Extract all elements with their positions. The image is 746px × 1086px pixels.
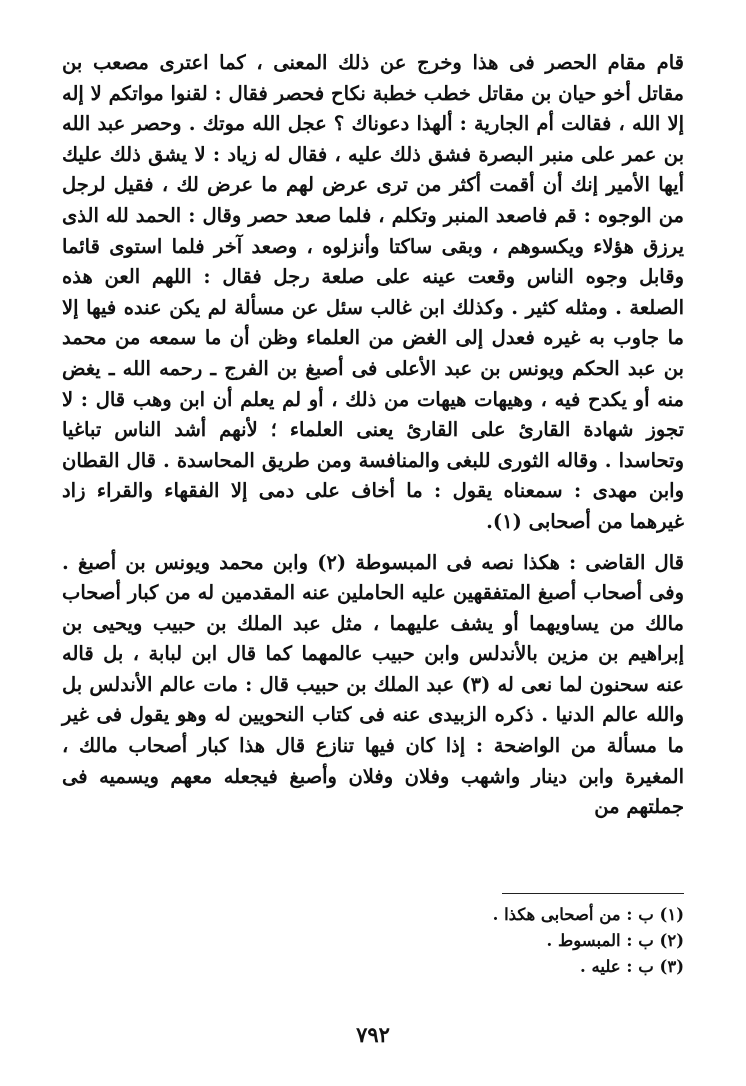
main-text bbox=[62, 48, 684, 823]
footnote-2: (٢) ب : المبسوط . bbox=[546, 931, 684, 950]
footnote-3: (٣) ب : عليه . bbox=[580, 957, 684, 976]
footnote-1: (١) ب : من أصحابى هكذا . bbox=[492, 905, 684, 924]
footnote-divider bbox=[502, 893, 684, 894]
page-number: ٧٩٢ bbox=[356, 1022, 390, 1047]
body-paragraph-1: قام مقام الحصر فى هذا وخرج عن ذلك المعنى ، كما اعترى مصعب بن مقاتل أخو حيان بن مقاتل خطب خطبة نكاح فحصر فقال : لقنوا مواتكم لا إله إلا الله ، فقالت أم الجارية : ألهذا دعوناك ؟ عجل الله موتك . وحصر عبد الله بن عمر على منبر البصرة فشق ذلك عليه ، فقال له زياد : لا يشق ذلك عليك أيها الأمير إنك أن أقمت أكثر من ترى عرض لهم ما عرض لك ، فقيل لرجل من الوجوه : قم فاصعد المنبر وتكلم ، فلما صعد حصر وقال : الحمد لله الذى يرزق هؤلاء ويكسوهم ، وبقى ساكتا وأنزلوه ، وصعد آخر فلما استوى قائما وقابل وجوه الناس وقعت عينه على صلعة رجل فقال : اللهم العن هذه الصلعة . ومثله كثير . وكذلك ابن غالب سئل عن مسألة لم يكن عنده فيها إلا ما جاوب به غيره فعدل إلى الغض من العلماء وظن أن ما سمعه من محمد بن عبد الحكم ويونس بن عبد الأعلى فى أصبغ بن الفرج ـ رحمه الله ـ يغض منه أو يكدح فيه ، وهيهات هيهات من ذلك ، أو لم يعلم أن ابن وهب قال : لا تجوز شهادة القارئ على القارئ يعنى العلماء ؛ لأنهم أشد الناس تباغيا وتحاسدا . وقاله الثورى للبغى والمنافسة ومن طريق المحاسدة . قال القطان وابن مهدى : سمعناه يقول : ما أخاف على دمى إلا الفقهاء والقراء زاد غيرهما من أصحابى (١). bbox=[62, 51, 684, 533]
body-paragraph-2: قال القاضى : هكذا نصه فى المبسوطة (٢) وابن محمد ويونس بن أصبغ . وفى أصحاب أصبغ المتفقهين عليه الحاملين عنه المقدمين له من كبار أصحاب مالك من يساويهما أو يشف عليهما ، مثل عبد الملك بن حبيب ويحيى بن إبراهيم بن مزين بالأندلس وابن حبيب عالمهما كما قال ابن لبابة ، بل قاله عنه سحنون لما نعى له (٣) عبد الملك بن حبيب قال : مات عالم الأندلس بل والله عالم الدنيا . ذكره الزبيدى عنه فى كتاب النحويين له وهو يقول فى غير ما مسألة من الواضحة : إذا كان فيها تنازع قال هذا كبار أصحاب مالك ، المغيرة وابن دينار واشهب وفلان وفلان وأصبغ فيجعله معهم ويسميه فى جملتهم من bbox=[62, 550, 684, 819]
footnotes bbox=[200, 902, 684, 980]
